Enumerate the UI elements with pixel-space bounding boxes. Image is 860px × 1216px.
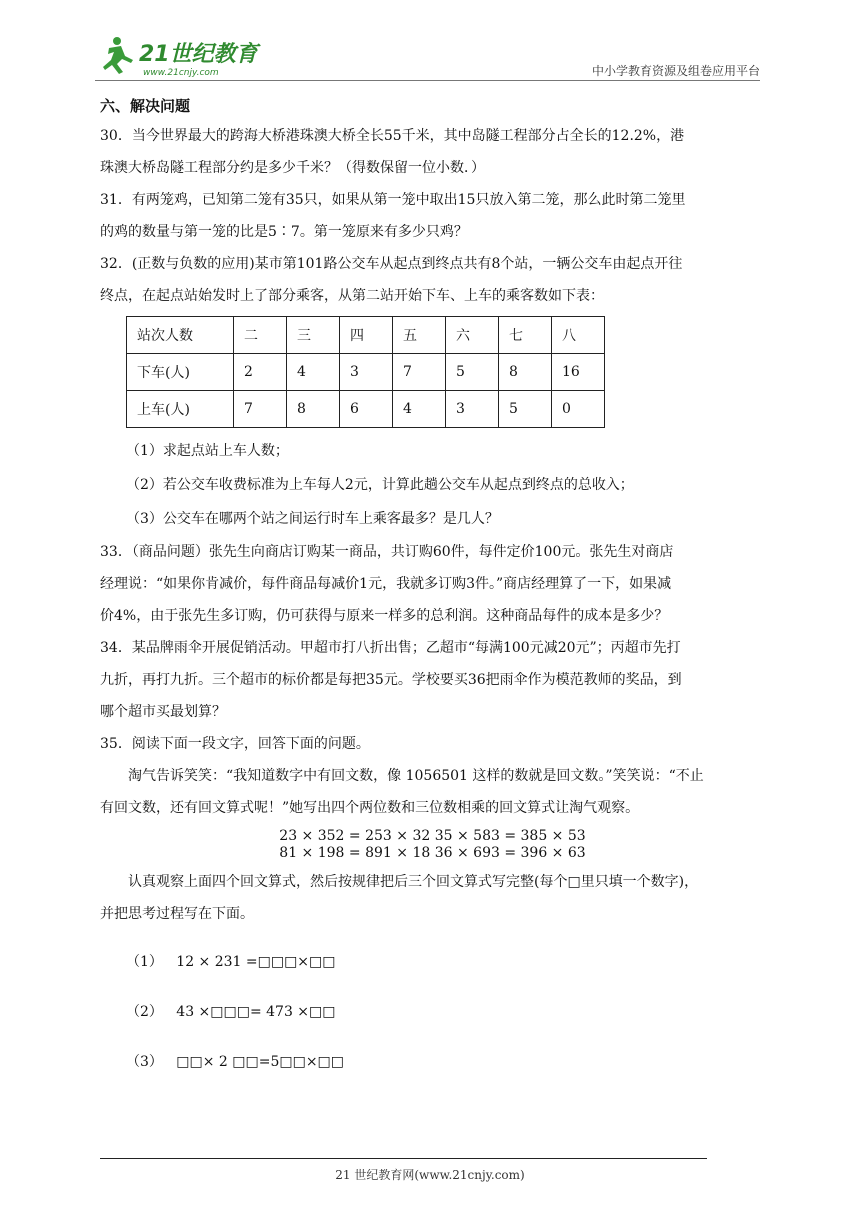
- q32-line1: 32．(正数与负数的应用)某市第101路公交车从起点到终点共有8个站，一辆公交车由起点开往: [100, 256, 683, 272]
- question-34: [100, 632, 765, 728]
- table-cell: 五: [393, 317, 446, 354]
- question-35: [100, 728, 765, 1080]
- table-cell: 4: [393, 391, 446, 428]
- svg-text:www.21cnjy.com: www.21cnjy.com: [143, 68, 219, 78]
- q33-line1: 33．（商品问题）张先生向商店订购某一商品，共订购60件，每件定价100元。张先生对商店: [100, 544, 674, 560]
- q35-para1-line1: 淘气告诉笑笑：“我知道数字中有回文数，像 1056501 这样的数就是回文数。”笑笑说：“不止: [128, 768, 704, 784]
- formula-line2: 81 × 198 = 891 × 18 36 × 693 = 396 × 63: [279, 845, 586, 861]
- table-cell: 八: [552, 317, 605, 354]
- svg-text:21世纪教育: 21世纪教育: [139, 42, 258, 67]
- q35-line1: 35．阅读下面一段文字，回答下面的问题。: [100, 736, 370, 752]
- q32-sub3: （3）公交车在哪两个站之间运行时车上乘客最多？是几人？: [126, 511, 499, 527]
- table-row-on: [127, 391, 605, 428]
- question-32: [100, 248, 765, 536]
- q31-line2: 的鸡的数量与第一笼的比是5∶7。第一笼原来有多少只鸡？: [100, 224, 468, 240]
- table-cell: 0: [552, 391, 605, 428]
- table-cell: 六: [446, 317, 499, 354]
- page-footer: 21 世纪教育网(www.21cnjy.com): [335, 1168, 525, 1182]
- table-cell: 2: [234, 354, 287, 391]
- table-cell: 四: [340, 317, 393, 354]
- header-rule: [95, 80, 760, 81]
- fill-label: （1）: [126, 954, 163, 970]
- table-cell: 8: [287, 391, 340, 428]
- table-cell: 3: [340, 354, 393, 391]
- footer-rule: [100, 1158, 707, 1159]
- question-33: [100, 536, 765, 632]
- q35-para2-line2: 并把思考过程写在下面。: [100, 906, 254, 922]
- table-cell: 站次人数: [127, 317, 234, 354]
- q31-line1: 31．有两笼鸡，已知第二笼有35只，如果从第一笼中取出15只放入第二笼，那么此时第二笼里: [100, 192, 686, 208]
- question-30: [100, 120, 765, 184]
- table-header-row: [127, 317, 605, 354]
- table-cell: 6: [340, 391, 393, 428]
- platform-name: 中小学教育资源及组卷应用平台: [591, 64, 760, 78]
- fill-expression: □□× 2 □□=5□□×□□: [176, 1054, 345, 1070]
- q32-sub1: （1）求起点站上车人数；: [126, 443, 289, 459]
- fill-label: （2）: [126, 1004, 163, 1020]
- question-31: [100, 184, 765, 248]
- q33-line3: 价4%，由于张先生多订购，仍可获得与原来一样多的总利润。这种商品每件的成本是多少？: [100, 608, 669, 624]
- q34-line1: 34．某品牌雨伞开展促销活动。甲超市打八折出售；乙超市“每满100元减20元”；丙超市先打: [100, 640, 681, 656]
- q33-line2: 经理说：“如果你肯减价，每件商品每减价1元，我就多订购3件。”商店经理算了一下，如果减: [100, 576, 672, 592]
- table-cell: 上车(人): [127, 391, 234, 428]
- q30-line2: 珠澳大桥岛隧工程部分约是多少千米？（得数保留一位小数．）: [100, 160, 485, 176]
- table-cell: 3: [446, 391, 499, 428]
- q34-line3: 哪个超市买最划算？: [100, 704, 226, 720]
- page-header: [95, 28, 760, 80]
- q32-sub2: （2）若公交车收费标准为上车每人2元，计算此趟公交车从起点到终点的总收入；: [126, 477, 634, 493]
- document-body: [100, 95, 765, 1094]
- fill-item-2: [100, 994, 765, 1030]
- fill-item-3: [100, 1044, 765, 1080]
- fill-expression: 43 ×□□□= 473 ×□□: [176, 1004, 336, 1020]
- table-cell: 7: [234, 391, 287, 428]
- 21cnjy-logo: [95, 34, 265, 78]
- table-cell: 7: [393, 354, 446, 391]
- table-cell: 三: [287, 317, 340, 354]
- table-cell: 七: [499, 317, 552, 354]
- formula-line1: 23 × 352 = 253 × 32 35 × 583 = 385 × 53: [279, 828, 586, 844]
- table-cell: 16: [552, 354, 605, 391]
- fill-item-1: [100, 944, 765, 980]
- q34-line2: 九折，再打九折。三个超市的标价都是每把35元。学校要买36把雨伞作为模范教师的奖品，到: [100, 672, 682, 688]
- fill-label: （3）: [126, 1054, 163, 1070]
- section-title: 六、解决问题: [100, 97, 191, 115]
- table-cell: 二: [234, 317, 287, 354]
- table-cell: 8: [499, 354, 552, 391]
- table-cell: 下车(人): [127, 354, 234, 391]
- table-row-off: [127, 354, 605, 391]
- q35-para1-line2: 有回文数，还有回文算式呢！”她写出四个两位数和三位数相乘的回文算式让淘气观察。: [100, 800, 640, 816]
- fill-expression: 12 × 231 =□□□×□□: [176, 954, 336, 970]
- q30-line1: 30．当今世界最大的跨海大桥港珠澳大桥全长55千米，其中岛隧工程部分占全长的12.2%，港: [100, 128, 685, 144]
- table-cell: 5: [499, 391, 552, 428]
- table-cell: 4: [287, 354, 340, 391]
- q35-para2-line1: 认真观察上面四个回文算式，然后按规律把后三个回文算式写完整(每个□里只填一个数字)，: [128, 874, 699, 890]
- palindrome-formulas: [100, 828, 765, 862]
- table-cell: 5: [446, 354, 499, 391]
- q32-line2: 终点，在起点站始发时上了部分乘客，从第二站开始下车、上车的乘客数如下表：: [100, 288, 604, 304]
- bus-passenger-table: [126, 316, 605, 428]
